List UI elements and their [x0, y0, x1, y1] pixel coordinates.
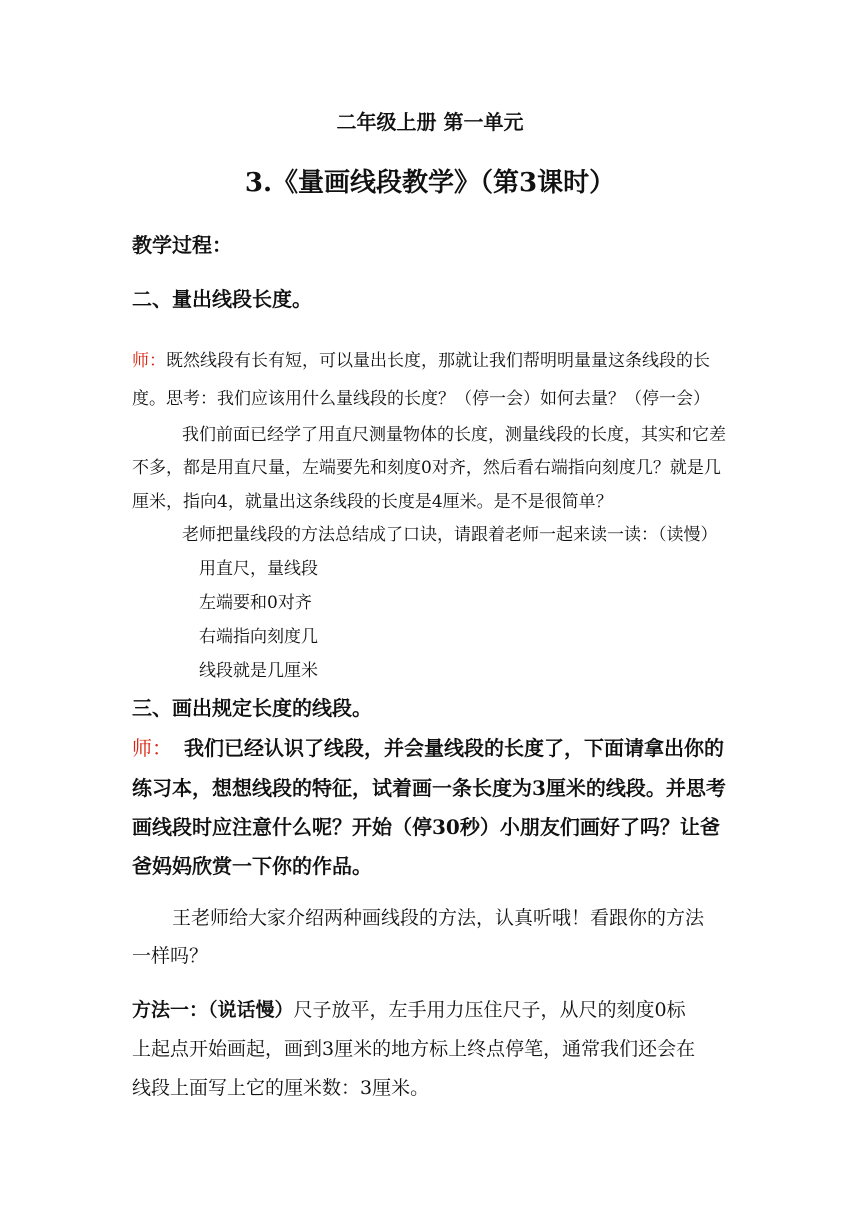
unit-heading: 二年级上册 第一单元 [336, 110, 524, 134]
rhyme-line: 右端指向刻度几 [199, 627, 318, 647]
section2-para2-line1: 我们前面已经学了用直尺测量物体的长度，测量线段的长度，其实和它差 [182, 425, 726, 445]
section2-para1-line2: 度。思考：我们应该用什么量线段的长度？（停一会）如何去量？（停一会） [132, 389, 710, 409]
section2-para3: 老师把量线段的方法总结成了口诀，请跟着老师一起来读一读：（读慢） [182, 525, 718, 545]
process-label: 教学过程： [132, 233, 232, 257]
section2-para2-line3: 厘米，指向4，就量出这条线段的长度是4厘米。是不是很简单？ [132, 492, 613, 512]
rhyme-line: 用直尺，量线段 [199, 559, 318, 579]
lesson-title: 3.《量画线段教学》（第3课时） [244, 168, 616, 198]
section2-heading: 二、量出线段长度。 [132, 287, 312, 311]
method1-line2: 上起点开始画起，画到3厘米的地方标上终点停笔，通常我们还会在 [132, 1038, 696, 1060]
rhyme-line: 线段就是几厘米 [199, 661, 318, 681]
section2-para1-line1 [132, 346, 710, 371]
teacher-label: 师： [132, 351, 166, 371]
section3-line1 [132, 732, 724, 761]
intro-line1: 王老师给大家介绍两种画线段的方法，认真听哦！看跟你的方法 [172, 907, 705, 929]
method1-line1 [132, 995, 686, 1022]
section3-line3: 画线段时应注意什么呢？开始（停30秒）小朋友们画好了吗？让爸 [132, 815, 720, 839]
method1-line3: 线段上面写上它的厘米数：3厘米。 [132, 1077, 430, 1099]
method1-line1-text: 尺子放平，左手用力压住尺子，从尺的刻度0标 [293, 999, 686, 1021]
section3-line4: 爸妈妈欣赏一下你的作品。 [132, 854, 372, 878]
intro-line2: 一样吗？ [132, 945, 209, 967]
section3-line2: 练习本，想想线段的特征，试着画一条长度为3厘米的线段。并思考 [132, 776, 726, 800]
rhyme-line: 左端要和0对齐 [199, 593, 312, 613]
section3-line1-text: 我们已经认识了线段，并会量线段的长度了，下面请拿出你的 [184, 736, 724, 760]
method1-label: 方法一：（说话慢） [132, 999, 294, 1021]
section2-para2-line2: 不多，都是用直尺量，左端要先和刻度0对齐，然后看右端指向刻度几？就是几 [132, 458, 721, 478]
teacher-label: 师： [132, 736, 172, 760]
section3-heading: 三、画出规定长度的线段。 [132, 696, 372, 720]
section2-line1-text: 既然线段有长有短，可以量出长度，那就让我们帮明明量量这条线段的长 [166, 351, 710, 371]
